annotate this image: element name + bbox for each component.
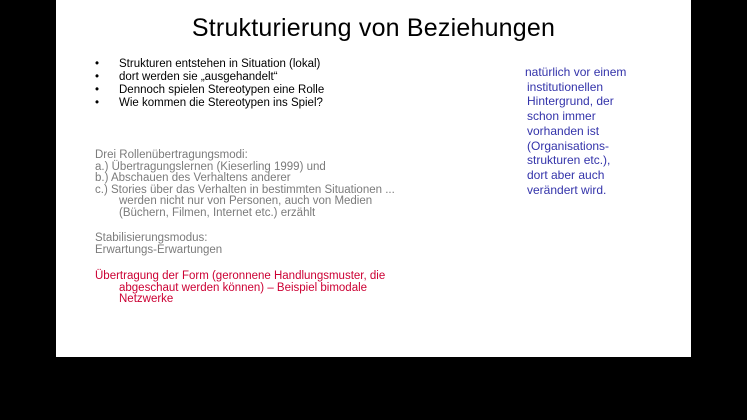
stabilisierung-heading: Stabilisierungsmodus:: [95, 232, 208, 244]
modi-item-c: c.) Stories über das Verhalten in bestimmten Situationen ...: [95, 183, 395, 196]
modi-item-b: b.) Abschauen des Verhaltens anderer: [95, 172, 291, 184]
presentation-slide: [56, 0, 691, 357]
stabilisierung-block: [95, 233, 222, 256]
modi-item-c-continuation: (Büchern, Filmen, Internet etc.) erzählt: [119, 206, 316, 219]
form-line: Netzwerke: [119, 293, 174, 305]
modi-item-a: a.) Übertragungslernen (Kieserling 1999) und: [95, 160, 326, 173]
modi-heading: Drei Rollenübertragungsmodi:: [95, 149, 248, 161]
slide-title: Strukturierung von Beziehungen: [191, 14, 556, 42]
stabilisierung-value: Erwartungs-Erwartungen: [95, 243, 223, 256]
bullet-item: • Strukturen entstehen in Situation (lokal): [93, 58, 324, 71]
bullet-list: [93, 58, 324, 110]
side-note-line: vorhanden ist: [527, 123, 600, 138]
form-line: Übertragung der Form (geronnene Handlungsmuster, die: [95, 270, 386, 282]
bullet-item: • Wie kommen die Stereotypen ins Spiel?: [93, 97, 324, 110]
side-note-line: schon immer: [527, 109, 596, 124]
side-note-line: strukturen etc.),: [527, 153, 611, 168]
side-note-line: (Organisations-: [527, 138, 610, 153]
bullet-item: • dort werden sie „ausgehandelt“: [93, 71, 324, 84]
form-uebertragung-block: [95, 271, 495, 306]
modi-item-c-continuation: werden nicht nur von Personen, auch von Medien: [119, 195, 373, 207]
side-note-line: Hintergrund, der: [527, 94, 614, 109]
side-note-line: verändert wird.: [527, 182, 607, 197]
side-note-line: natürlich vor einem: [525, 65, 627, 79]
rollenuebertragung-block: [95, 150, 395, 219]
side-note-line: institutionellen: [527, 79, 604, 94]
bullet-item: • Dennoch spielen Stereotypen eine Rolle: [93, 84, 324, 97]
side-note-line: dort aber auch: [527, 167, 605, 182]
side-note: [525, 65, 675, 197]
form-line: abgeschaut werden können) – Beispiel bimodale: [119, 281, 368, 294]
